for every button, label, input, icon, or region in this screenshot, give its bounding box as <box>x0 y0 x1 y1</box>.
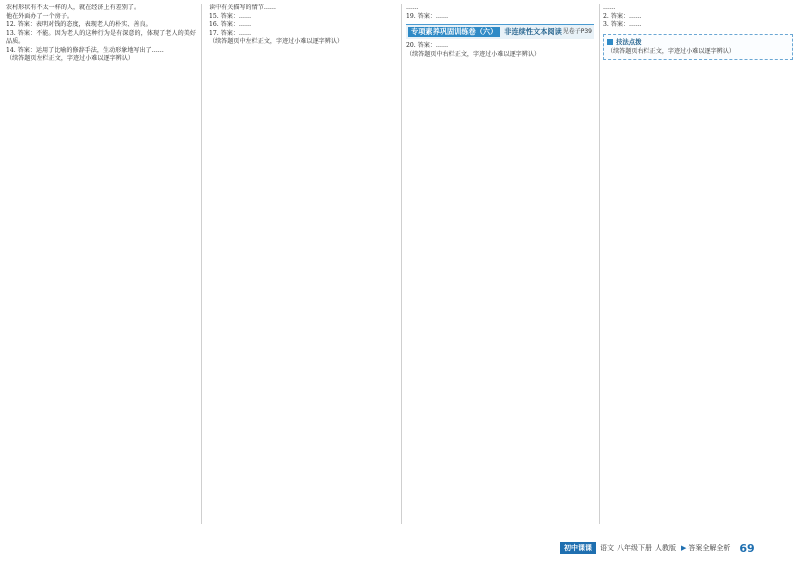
chevron-right-icon: ▶ <box>681 544 687 552</box>
tips-box-title <box>607 38 789 47</box>
paragraph: 农村形状有不太一样的人，就在经济上有差别了。 <box>6 4 141 11</box>
brand-label: 初中课课 <box>560 542 596 554</box>
paragraph: 19. 答案：…… <box>406 12 449 20</box>
column-divider <box>201 4 202 524</box>
page-footer <box>560 540 796 556</box>
paragraph: …… <box>406 4 419 11</box>
paragraph: 16. 答案：…… <box>209 21 252 29</box>
footer-grade: 八年级下册 <box>617 544 652 552</box>
section-banner <box>406 24 594 39</box>
text-column-3 <box>406 4 594 529</box>
footer-subject: 语文 <box>600 544 614 552</box>
paragraph: 3. 答案：…… <box>603 21 642 29</box>
paragraph: …… <box>603 4 616 11</box>
paragraph: 读中有关描写的情节…… <box>209 4 277 11</box>
paragraph: （续答题页中左栏正文，字迹过小难以逐字辨认） <box>209 38 344 46</box>
paragraph: 17. 答案：…… <box>209 29 252 37</box>
paragraph: 15. 答案：…… <box>209 12 252 20</box>
paragraph: 13. 答案：不能。因为老人的这种行为是有深意的，体现了老人的美好品质。 <box>6 29 196 46</box>
paragraph: 20. 答案：…… <box>406 42 449 50</box>
page-number: 69 <box>739 541 755 555</box>
tips-box-title-text: 技法点拨 <box>616 37 642 46</box>
section-ref: 见卷子P39 <box>562 27 592 35</box>
paragraph: 2. 答案：…… <box>603 12 642 20</box>
paragraph: （续答题页右栏正文，字迹过小难以逐字辨认） <box>607 48 735 56</box>
section-tag: 专项素养巩固训练卷（六） <box>408 27 500 38</box>
paragraph: 12. 答案：表明对钱的态度，表现老人的朴实、善良。 <box>6 21 152 29</box>
tips-box <box>603 34 793 60</box>
section-title: 非连续性文本阅读 <box>504 26 562 36</box>
square-icon <box>607 39 613 45</box>
paragraph: （续答题页中右栏正文，字迹过小难以逐字辨认） <box>406 50 541 58</box>
column-divider <box>401 4 402 524</box>
text-column-4 <box>603 4 793 529</box>
paragraph: 14. 答案：运用了比喻的修辞手法，生动形象地写出了…… <box>6 46 164 54</box>
footer-edition: 人教版 <box>655 544 676 552</box>
column-divider <box>599 4 600 524</box>
text-column-2 <box>209 4 397 529</box>
text-column-1 <box>6 4 196 529</box>
paragraph: 他在外面办了一个房子。 <box>6 12 74 20</box>
paragraph: （续答题页左栏正文，字迹过小难以逐字辨认） <box>6 55 134 63</box>
footer-label: 答案全解全析 <box>688 544 731 552</box>
